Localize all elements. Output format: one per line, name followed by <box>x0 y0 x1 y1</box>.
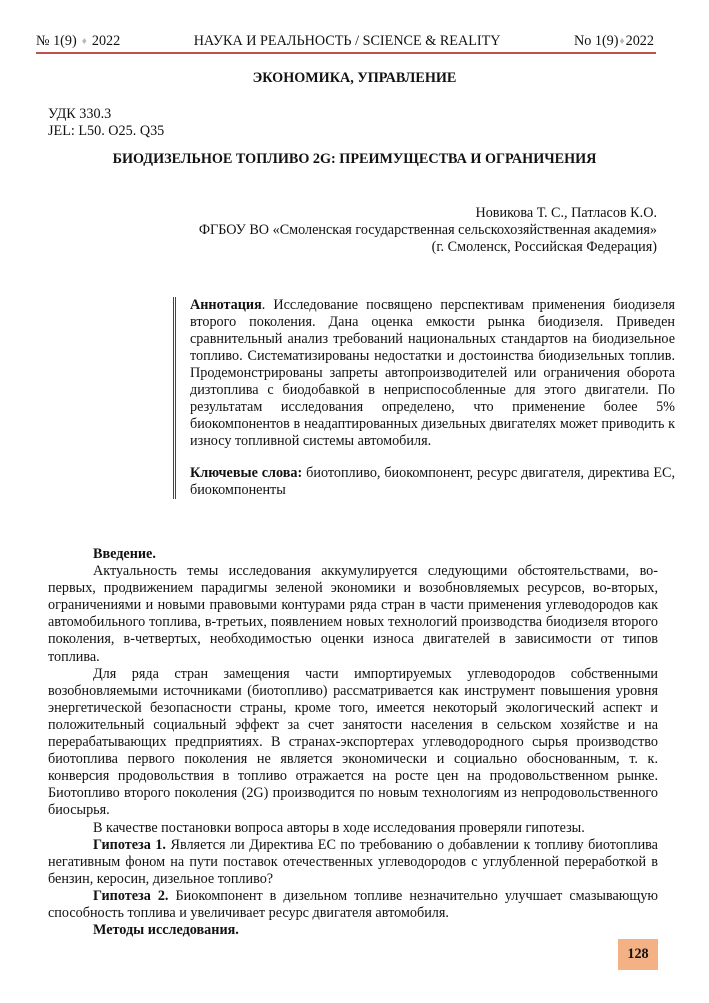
author-names: Новикова Т. С., Патласов К.О. <box>475 205 657 221</box>
article-body <box>48 546 658 939</box>
header-issue-left: № 1(9) ♦ 2022 <box>36 33 121 49</box>
diamond-icon: ♦ <box>81 36 87 47</box>
page-number: 128 <box>618 939 658 970</box>
header-issue-right: No 1(9)♦2022 <box>573 33 654 49</box>
section-title: ЭКОНОМИКА, УПРАВЛЕНИЕ <box>252 70 457 86</box>
abstract-block <box>173 297 675 499</box>
body-paragraph-1: Актуальность темы исследования аккумулируется следующими обстоятельствами, во-первых, продвижением парадигмы зеленой экономики и возобновляемых ресурсов, во-вторых, ограничениями и новыми правовыми контурами ряда стран в части применения углеводородов как автомобильного топлива, в-третьих, появлением новых технологий производства биодизеля второго поколения, в-четвертых, необходимостью оценки износа двигателей в зависимости от типов топлива. <box>48 563 658 665</box>
jel-code: JEL: L50. O25. Q35 <box>48 123 165 139</box>
header-rule <box>36 52 656 54</box>
running-header <box>36 33 654 51</box>
abstract-paragraph: Аннотация. Исследование посвящено перспективам применения биодизеля второго поколения. Дана оценка емкости рынка биодизеля. Приведен сравнительный анализ требований национальных стандартов на биодизельное топливо. Систематизированы недостатки и достоинства биодизельных топлив. Продемонстрированы запреты автопроизводителей или ограничения оборота дизтоплива с биодобавкой в неприспособленные для этого двигатели. По результатам исследования определено, что применение более 5% биокомпонентов в неадаптированных дизельных двигателях может приводить к износу топливной системы автомобиля. <box>190 297 675 449</box>
intro-heading: Введение. <box>93 546 156 562</box>
keywords-paragraph: Ключевые слова: биотопливо, биокомпонент, ресурс двигателя, директива ЕС, биокомпоненты <box>190 465 676 498</box>
location: (г. Смоленск, Российская Федерация) <box>431 239 657 255</box>
abstract-label: Аннотация <box>190 297 262 313</box>
body-paragraph-3: В качестве постановки вопроса авторы в ходе исследования проверяли гипотезы. <box>93 819 585 836</box>
hypothesis-1: Гипотеза 1. Является ли Директива ЕС по требованию о добавлении к топливу биотоплива негативным фоном на пути поставок отечественных углеводородов с углубленной переработкой в бензин, керосин, дизельное топливо? <box>48 836 658 887</box>
hypothesis-2: Гипотеза 2. Биокомпонент в дизельном топливе незначительно улучшает смазывающую способность топлива и увеличивает ресурс двигателя автомобиля. <box>48 887 658 921</box>
authors-block <box>199 205 657 256</box>
article-title: БИОДИЗЕЛЬНОЕ ТОПЛИВО 2G: ПРЕИМУЩЕСТВА И ОГРАНИЧЕНИЯ <box>112 151 597 167</box>
keywords-label: Ключевые слова: <box>190 465 303 481</box>
affiliation: ФГБОУ ВО «Смоленская государственная сельскохозяйственная академия» <box>198 222 657 238</box>
udk-code: УДК 330.3 <box>48 106 112 122</box>
methods-heading: Методы исследования. <box>93 922 239 939</box>
journal-title: НАУКА И РЕАЛЬНОСТЬ / SCIENCE & REALITY <box>193 33 501 49</box>
body-paragraph-2: Для ряда стран замещения части импортируемых углеводородов собственными возобновляемыми источниками (биотопливо) рассматривается как инструмент повышения уровня энергетической безопасности страны, кроме того, имеется некоторый экологический аспект и положительный социальный эффект за счет занятости населения в сельском хозяйстве и на перерабатывающих предприятиях. В странах-экспортерах углеводородного сырья производство биотоплива первого поколения не является экономически и социально обоснованным, т. к. конверсия продовольствия в топливо отражается на росте цен на продовольственном рынке. Биотопливо второго поколения (2G) производится по новым технологиям из непродовольственного биосырья. <box>48 665 658 819</box>
classification-codes <box>48 106 164 140</box>
diamond-icon: ♦ <box>619 36 625 47</box>
